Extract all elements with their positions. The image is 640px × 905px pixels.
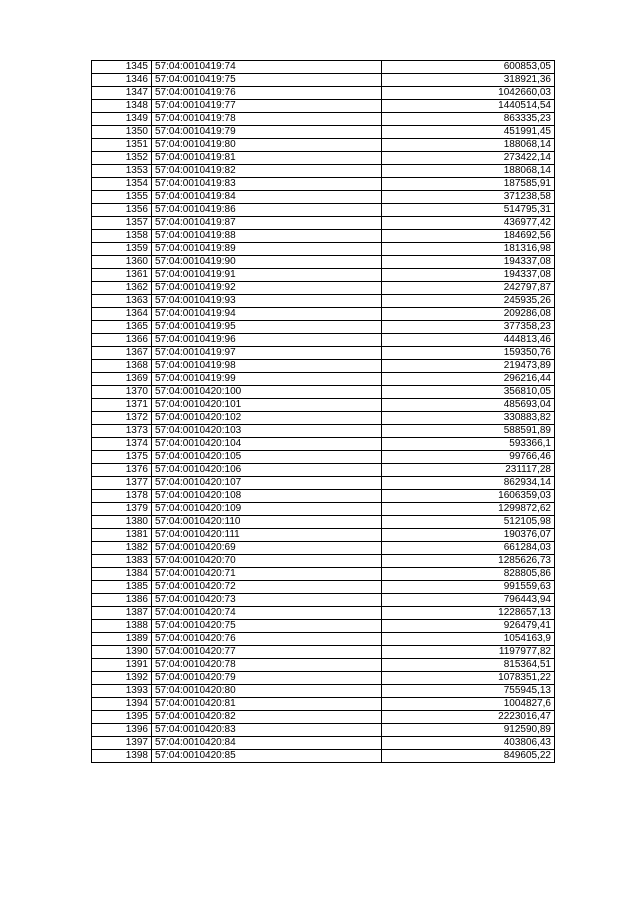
cadastral-number-cell: 57:04:0010419:89 xyxy=(152,243,382,256)
row-number-cell: 1348 xyxy=(92,100,152,113)
cadastral-value-cell: 2223016,47 xyxy=(382,711,555,724)
row-number-cell: 1373 xyxy=(92,425,152,438)
row-number-cell: 1361 xyxy=(92,269,152,282)
table-row xyxy=(92,425,555,438)
row-number-cell: 1384 xyxy=(92,568,152,581)
cadastral-value-cell: 159350,76 xyxy=(382,347,555,360)
table-row xyxy=(92,204,555,217)
cadastral-number-cell: 57:04:0010420:102 xyxy=(152,412,382,425)
cadastral-number-cell: 57:04:0010420:79 xyxy=(152,672,382,685)
table-row xyxy=(92,698,555,711)
row-number-cell: 1347 xyxy=(92,87,152,100)
cadastral-value-cell: 1054163,9 xyxy=(382,633,555,646)
cadastral-number-cell: 57:04:0010420:106 xyxy=(152,464,382,477)
table-row xyxy=(92,74,555,87)
row-number-cell: 1390 xyxy=(92,646,152,659)
cadastral-number-cell: 57:04:0010420:110 xyxy=(152,516,382,529)
cadastral-number-cell: 57:04:0010420:101 xyxy=(152,399,382,412)
row-number-cell: 1363 xyxy=(92,295,152,308)
cadastral-number-cell: 57:04:0010419:75 xyxy=(152,74,382,87)
table-row xyxy=(92,594,555,607)
cadastral-value-cell: 194337,08 xyxy=(382,269,555,282)
cadastral-value-cell: 862934,14 xyxy=(382,477,555,490)
cadastral-value-cell: 245935,26 xyxy=(382,295,555,308)
row-number-cell: 1398 xyxy=(92,750,152,763)
cadastral-number-cell: 57:04:0010419:84 xyxy=(152,191,382,204)
cadastral-number-cell: 57:04:0010419:94 xyxy=(152,308,382,321)
cadastral-number-cell: 57:04:0010419:92 xyxy=(152,282,382,295)
table-row xyxy=(92,152,555,165)
cadastral-value-cell: 273422,14 xyxy=(382,152,555,165)
cadastral-value-cell: 600853,05 xyxy=(382,61,555,74)
cadastral-value-cell: 187585,91 xyxy=(382,178,555,191)
cadastral-value-cell: 849605,22 xyxy=(382,750,555,763)
row-number-cell: 1352 xyxy=(92,152,152,165)
cadastral-value-cell: 1004827,6 xyxy=(382,698,555,711)
cadastral-number-cell: 57:04:0010419:97 xyxy=(152,347,382,360)
cadastral-number-cell: 57:04:0010419:77 xyxy=(152,100,382,113)
cadastral-number-cell: 57:04:0010419:79 xyxy=(152,126,382,139)
cadastral-value-cell: 1078351,22 xyxy=(382,672,555,685)
table-row xyxy=(92,516,555,529)
table-row xyxy=(92,100,555,113)
table-row xyxy=(92,334,555,347)
row-number-cell: 1371 xyxy=(92,399,152,412)
table-row xyxy=(92,438,555,451)
cadastral-value-cell: 296216,44 xyxy=(382,373,555,386)
table-row xyxy=(92,217,555,230)
cadastral-value-cell: 912590,89 xyxy=(382,724,555,737)
cadastral-value-cell: 593366,1 xyxy=(382,438,555,451)
cadastral-value-cell: 330883,82 xyxy=(382,412,555,425)
row-number-cell: 1346 xyxy=(92,74,152,87)
cadastral-value-cell: 436977,42 xyxy=(382,217,555,230)
row-number-cell: 1395 xyxy=(92,711,152,724)
cadastral-number-cell: 57:04:0010419:83 xyxy=(152,178,382,191)
cadastral-value-cell: 815364,51 xyxy=(382,659,555,672)
table-row xyxy=(92,568,555,581)
cadastral-number-cell: 57:04:0010420:111 xyxy=(152,529,382,542)
cadastral-number-cell: 57:04:0010420:83 xyxy=(152,724,382,737)
cadastral-number-cell: 57:04:0010419:80 xyxy=(152,139,382,152)
cadastral-value-cell: 1197977,82 xyxy=(382,646,555,659)
cadastral-number-cell: 57:04:0010420:69 xyxy=(152,542,382,555)
cadastral-number-cell: 57:04:0010420:103 xyxy=(152,425,382,438)
cadastral-value-cell: 190376,07 xyxy=(382,529,555,542)
cadastral-number-cell: 57:04:0010420:73 xyxy=(152,594,382,607)
cadastral-value-cell: 318921,36 xyxy=(382,74,555,87)
cadastral-number-cell: 57:04:0010420:85 xyxy=(152,750,382,763)
table-row xyxy=(92,724,555,737)
cadastral-value-cell: 194337,08 xyxy=(382,256,555,269)
cadastral-value-cell: 828805,86 xyxy=(382,568,555,581)
cadastral-value-cell: 451991,45 xyxy=(382,126,555,139)
row-number-cell: 1385 xyxy=(92,581,152,594)
table-row xyxy=(92,139,555,152)
table-row xyxy=(92,178,555,191)
table-row xyxy=(92,490,555,503)
table-row xyxy=(92,464,555,477)
row-number-cell: 1376 xyxy=(92,464,152,477)
cadastral-number-cell: 57:04:0010419:90 xyxy=(152,256,382,269)
table-row xyxy=(92,308,555,321)
table-row xyxy=(92,581,555,594)
row-number-cell: 1374 xyxy=(92,438,152,451)
cadastral-number-cell: 57:04:0010420:105 xyxy=(152,451,382,464)
cadastral-number-cell: 57:04:0010420:70 xyxy=(152,555,382,568)
cadastral-value-cell: 1228657,13 xyxy=(382,607,555,620)
cadastral-number-cell: 57:04:0010420:81 xyxy=(152,698,382,711)
row-number-cell: 1365 xyxy=(92,321,152,334)
table-row xyxy=(92,685,555,698)
table-row xyxy=(92,373,555,386)
cadastral-number-cell: 57:04:0010420:77 xyxy=(152,646,382,659)
cadastral-value-cell: 209286,08 xyxy=(382,308,555,321)
table-row xyxy=(92,646,555,659)
table-row xyxy=(92,243,555,256)
cadastral-number-cell: 57:04:0010420:100 xyxy=(152,386,382,399)
cadastral-number-cell: 57:04:0010420:76 xyxy=(152,633,382,646)
cadastral-value-cell: 588591,89 xyxy=(382,425,555,438)
cadastral-value-cell: 514795,31 xyxy=(382,204,555,217)
row-number-cell: 1349 xyxy=(92,113,152,126)
row-number-cell: 1394 xyxy=(92,698,152,711)
row-number-cell: 1369 xyxy=(92,373,152,386)
cadastral-number-cell: 57:04:0010419:96 xyxy=(152,334,382,347)
table-row xyxy=(92,269,555,282)
cadastral-number-cell: 57:04:0010419:78 xyxy=(152,113,382,126)
table-row xyxy=(92,607,555,620)
table-row xyxy=(92,412,555,425)
cadastral-number-cell: 57:04:0010419:86 xyxy=(152,204,382,217)
cadastral-value-cell: 1440514,54 xyxy=(382,100,555,113)
cadastral-value-cell: 796443,94 xyxy=(382,594,555,607)
table-row xyxy=(92,282,555,295)
row-number-cell: 1386 xyxy=(92,594,152,607)
cadastral-value-cell: 181316,98 xyxy=(382,243,555,256)
table-row xyxy=(92,295,555,308)
row-number-cell: 1362 xyxy=(92,282,152,295)
row-number-cell: 1350 xyxy=(92,126,152,139)
cadastral-number-cell: 57:04:0010420:108 xyxy=(152,490,382,503)
cadastral-value-cell: 231117,28 xyxy=(382,464,555,477)
cadastral-number-cell: 57:04:0010420:109 xyxy=(152,503,382,516)
table-row xyxy=(92,61,555,74)
cadastral-number-cell: 57:04:0010419:95 xyxy=(152,321,382,334)
table-row xyxy=(92,672,555,685)
table-row xyxy=(92,256,555,269)
row-number-cell: 1372 xyxy=(92,412,152,425)
cadastral-value-cell: 1606359,03 xyxy=(382,490,555,503)
cadastral-value-cell: 219473,89 xyxy=(382,360,555,373)
table-row xyxy=(92,529,555,542)
table-row xyxy=(92,386,555,399)
cadastral-value-cell: 926479,41 xyxy=(382,620,555,633)
table-row xyxy=(92,542,555,555)
cadastral-number-cell: 57:04:0010420:78 xyxy=(152,659,382,672)
cadastral-number-cell: 57:04:0010419:82 xyxy=(152,165,382,178)
cadastral-number-cell: 57:04:0010420:82 xyxy=(152,711,382,724)
cadastral-number-cell: 57:04:0010419:76 xyxy=(152,87,382,100)
row-number-cell: 1383 xyxy=(92,555,152,568)
cadastral-number-cell: 57:04:0010419:88 xyxy=(152,230,382,243)
cadastral-value-cell: 371238,58 xyxy=(382,191,555,204)
cadastral-value-cell: 661284,03 xyxy=(382,542,555,555)
cadastral-number-cell: 57:04:0010419:99 xyxy=(152,373,382,386)
cadastral-value-cell: 188068,14 xyxy=(382,165,555,178)
table-row xyxy=(92,126,555,139)
row-number-cell: 1358 xyxy=(92,230,152,243)
cadastral-value-cell: 1299872,62 xyxy=(382,503,555,516)
cadastral-value-cell: 512105,98 xyxy=(382,516,555,529)
cadastral-number-cell: 57:04:0010420:74 xyxy=(152,607,382,620)
cadastral-number-cell: 57:04:0010419:87 xyxy=(152,217,382,230)
table-row xyxy=(92,360,555,373)
table-row xyxy=(92,113,555,126)
row-number-cell: 1387 xyxy=(92,607,152,620)
cadastral-value-cell: 1042660,03 xyxy=(382,87,555,100)
cadastral-number-cell: 57:04:0010420:84 xyxy=(152,737,382,750)
cadastral-value-cell: 377358,23 xyxy=(382,321,555,334)
row-number-cell: 1382 xyxy=(92,542,152,555)
cadastral-number-cell: 57:04:0010419:81 xyxy=(152,152,382,165)
table-row xyxy=(92,399,555,412)
row-number-cell: 1370 xyxy=(92,386,152,399)
row-number-cell: 1368 xyxy=(92,360,152,373)
row-number-cell: 1357 xyxy=(92,217,152,230)
row-number-cell: 1380 xyxy=(92,516,152,529)
table-row xyxy=(92,555,555,568)
cadastral-value-cell: 444813,46 xyxy=(382,334,555,347)
table-row xyxy=(92,659,555,672)
cadastral-number-cell: 57:04:0010420:107 xyxy=(152,477,382,490)
table-row xyxy=(92,620,555,633)
cadastral-value-cell: 991559,63 xyxy=(382,581,555,594)
cadastral-value-cell: 755945,13 xyxy=(382,685,555,698)
cadastral-number-cell: 57:04:0010420:80 xyxy=(152,685,382,698)
cadastral-value-cell: 485693,04 xyxy=(382,399,555,412)
row-number-cell: 1391 xyxy=(92,659,152,672)
row-number-cell: 1397 xyxy=(92,737,152,750)
cadastral-value-cell: 184692,56 xyxy=(382,230,555,243)
table-row xyxy=(92,191,555,204)
table-row xyxy=(92,737,555,750)
row-number-cell: 1355 xyxy=(92,191,152,204)
table-row xyxy=(92,633,555,646)
cadastral-value-cell: 242797,87 xyxy=(382,282,555,295)
row-number-cell: 1351 xyxy=(92,139,152,152)
cadastral-number-cell: 57:04:0010420:104 xyxy=(152,438,382,451)
table-row xyxy=(92,87,555,100)
cadastral-number-cell: 57:04:0010420:75 xyxy=(152,620,382,633)
cadastral-value-cell: 863335,23 xyxy=(382,113,555,126)
table-row xyxy=(92,230,555,243)
cadastral-value-cell: 356810,05 xyxy=(382,386,555,399)
cadastral-number-cell: 57:04:0010419:91 xyxy=(152,269,382,282)
row-number-cell: 1379 xyxy=(92,503,152,516)
row-number-cell: 1389 xyxy=(92,633,152,646)
table-row xyxy=(92,165,555,178)
row-number-cell: 1364 xyxy=(92,308,152,321)
row-number-cell: 1381 xyxy=(92,529,152,542)
row-number-cell: 1359 xyxy=(92,243,152,256)
cadastral-number-cell: 57:04:0010420:71 xyxy=(152,568,382,581)
table-row xyxy=(92,451,555,464)
row-number-cell: 1356 xyxy=(92,204,152,217)
table-row xyxy=(92,750,555,763)
table-row xyxy=(92,503,555,516)
row-number-cell: 1367 xyxy=(92,347,152,360)
cadastral-number-cell: 57:04:0010420:72 xyxy=(152,581,382,594)
row-number-cell: 1354 xyxy=(92,178,152,191)
cadastral-value-table xyxy=(91,60,555,763)
cadastral-number-cell: 57:04:0010419:74 xyxy=(152,61,382,74)
cadastral-number-cell: 57:04:0010419:93 xyxy=(152,295,382,308)
cadastral-value-cell: 188068,14 xyxy=(382,139,555,152)
cadastral-value-cell: 99766,46 xyxy=(382,451,555,464)
table-body xyxy=(92,61,555,763)
table-row xyxy=(92,347,555,360)
row-number-cell: 1396 xyxy=(92,724,152,737)
row-number-cell: 1377 xyxy=(92,477,152,490)
row-number-cell: 1388 xyxy=(92,620,152,633)
cadastral-value-cell: 403806,43 xyxy=(382,737,555,750)
cadastral-value-cell: 1285626,73 xyxy=(382,555,555,568)
row-number-cell: 1393 xyxy=(92,685,152,698)
row-number-cell: 1378 xyxy=(92,490,152,503)
row-number-cell: 1375 xyxy=(92,451,152,464)
table-row xyxy=(92,321,555,334)
cadastral-number-cell: 57:04:0010419:98 xyxy=(152,360,382,373)
table-row xyxy=(92,477,555,490)
row-number-cell: 1345 xyxy=(92,61,152,74)
row-number-cell: 1360 xyxy=(92,256,152,269)
row-number-cell: 1366 xyxy=(92,334,152,347)
row-number-cell: 1392 xyxy=(92,672,152,685)
table-row xyxy=(92,711,555,724)
row-number-cell: 1353 xyxy=(92,165,152,178)
